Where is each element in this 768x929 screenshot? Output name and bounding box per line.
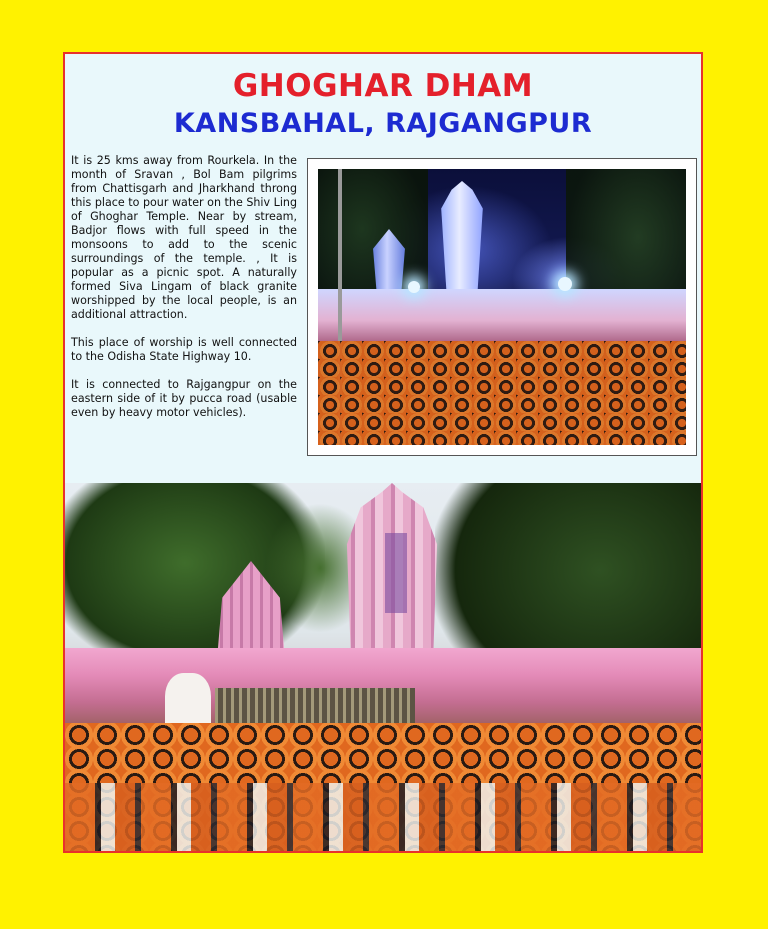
pilgrims bbox=[65, 783, 703, 853]
night-temple-photo bbox=[318, 169, 686, 445]
light bbox=[558, 277, 572, 291]
temple-facade bbox=[318, 289, 686, 341]
crowd bbox=[318, 341, 686, 445]
description-paragraph: It is 25 kms away from Rourkela. In the month of Sravan , Bol Bam pilgrims from Chattisgarh and Jharkhand throng this place to pour water on the Shiv Ling of Ghoghar Temple. Near by stream, Badjor flows with full speed in the monsoons to add to the scenic surroundings of the temple. , It is popular as a picnic spot. A naturally formed Siva Lingam of black granite worshipped by the local people, is an additional attraction. bbox=[71, 154, 297, 321]
light bbox=[408, 281, 420, 293]
page-title: GHOGHAR DHAM bbox=[232, 68, 534, 104]
poster-panel bbox=[63, 52, 703, 853]
page-subtitle: KANSBAHAL, RAJGANGPUR bbox=[173, 108, 593, 139]
description-paragraph: This place of worship is well connected to the Odisha State Highway 10. bbox=[71, 336, 297, 363]
day-temple-photo bbox=[65, 483, 703, 853]
night-photo-frame bbox=[307, 158, 697, 456]
tower-niche bbox=[385, 533, 407, 613]
description-column bbox=[71, 154, 297, 434]
description-paragraph: It is connected to Rajgangpur on the eastern side of it by pucca road (usable even by heavy motor vehicles). bbox=[71, 378, 297, 419]
temple-tower bbox=[436, 181, 488, 291]
